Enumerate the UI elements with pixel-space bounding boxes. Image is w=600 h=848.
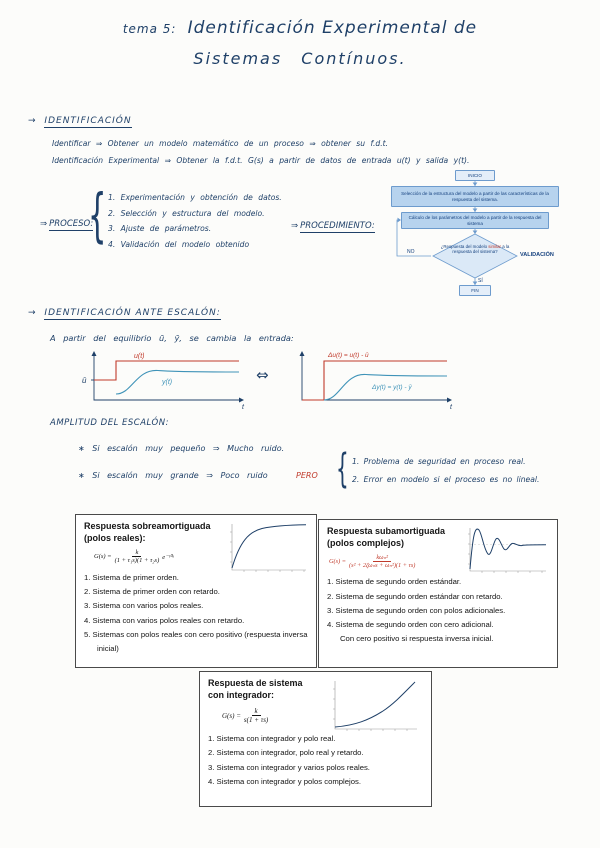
double-arrow-icon: ⇒ bbox=[291, 221, 299, 231]
input-step-curve bbox=[302, 361, 447, 400]
pero-brace: { bbox=[336, 446, 349, 492]
amplitud-bullet1: ∗ Si escalón muy pequeño ⇒ Mucho ruido. bbox=[78, 444, 285, 453]
identificacion-line2: Identificación Experimental ⇒ Obtener la f.d.t. G(s) a partir de datos de entrada u(t) y salida y(t). bbox=[52, 156, 470, 165]
procedimiento-label bbox=[291, 221, 375, 231]
proceso-item: 4. Validación del modelo obtenido bbox=[108, 239, 250, 249]
title-prefix: tema 5: bbox=[122, 22, 177, 36]
formula-numerator: k bbox=[132, 549, 141, 557]
list-item: 1. Sistema con integrador y polo real. bbox=[208, 734, 336, 744]
y-label: y(t) bbox=[162, 379, 173, 386]
formula-lhs: G(s) = bbox=[329, 558, 347, 566]
list-item: 1. Sistema de primer orden. bbox=[84, 572, 179, 582]
du-label: Δu(t) = u(t) - ū bbox=[328, 352, 369, 359]
proceso-label-text: PROCESO: bbox=[49, 219, 94, 229]
formula-lhs: G(s) = bbox=[94, 553, 112, 561]
list-item: 3. Sistema con varios polos reales. bbox=[84, 601, 204, 611]
section-escalon-heading bbox=[28, 308, 221, 318]
flowchart-si-label: SÍ bbox=[478, 278, 483, 284]
heading-text: IDENTIFICACIÓN bbox=[44, 116, 132, 126]
title-main: Identificación Experimental de bbox=[187, 18, 478, 38]
integrator-response-plot bbox=[323, 677, 423, 737]
procedimiento-label-text: PROCEDIMIENTO: bbox=[300, 221, 375, 231]
step-response-plot-absolute bbox=[78, 346, 250, 410]
proceso-item: 1. Experimentación y obtención de datos. bbox=[108, 193, 282, 202]
proceso-item: 2. Selección y estructura del modelo. bbox=[108, 208, 265, 218]
formula-numerator: k bbox=[252, 707, 261, 716]
output-response-curve bbox=[116, 370, 239, 394]
procedimiento-flowchart bbox=[383, 170, 568, 298]
list-note: Con cero positivo si respuesta inversa inicial. bbox=[340, 634, 494, 644]
formula-denominator: (s² + 2ζωₙs + ωₙ²)(1 + τs) bbox=[349, 562, 416, 570]
page-title-line2: Sistemas Contínuos. bbox=[193, 49, 407, 68]
formula-denominator: s(1 + τs) bbox=[243, 716, 269, 725]
arrow-icon: → bbox=[28, 308, 37, 318]
underdamped-response-plot bbox=[460, 524, 552, 579]
step-response-plot-deviation bbox=[286, 346, 458, 410]
amplitud-heading: AMPLITUD DEL ESCALÓN: bbox=[50, 418, 169, 428]
box-title: Respuesta subamortiguada bbox=[327, 526, 446, 536]
formula-lhs: G(s) = bbox=[222, 711, 241, 720]
list-item: 2. Sistema de segundo orden estándar con retardo. bbox=[327, 591, 503, 601]
diamond-text-pre: ¿Respuesta del modelo bbox=[440, 244, 488, 249]
overdamped-system-list bbox=[84, 571, 308, 656]
arrow-icon: → bbox=[28, 116, 37, 126]
ubar-label: ū bbox=[82, 376, 87, 385]
proceso-label bbox=[40, 219, 93, 229]
flowchart-step1: Selección de la estructura del modelo a partir de las características de la respuesta del sistema. bbox=[391, 186, 559, 207]
list-item: 4. Sistema de segundo orden con cero adicional. bbox=[327, 620, 494, 630]
flowchart-diamond-text bbox=[435, 244, 515, 255]
list-item: 2. Sistema con integrador, polo real y retardo. bbox=[208, 748, 364, 758]
page-title bbox=[0, 18, 600, 38]
pero-label: PERO bbox=[296, 471, 318, 480]
underdamped-system-list bbox=[327, 575, 549, 646]
flowchart-validacion-label: VALIDACIÓN bbox=[520, 252, 554, 258]
formula-delay-term: e⁻ᵗ⁰ˢ bbox=[162, 553, 174, 561]
pero-list bbox=[352, 453, 539, 489]
list-item: 2. Sistema de primer orden con retardo. bbox=[84, 587, 220, 597]
heading-text: IDENTIFICACIÓN ANTE ESCALÓN: bbox=[44, 308, 221, 318]
diamond-text-highlight: similar bbox=[488, 244, 501, 249]
t-axis-label: t bbox=[242, 404, 244, 410]
section-identificacion-heading bbox=[28, 116, 132, 126]
flowchart-decision-diamond bbox=[433, 234, 517, 278]
t-axis-label: t bbox=[450, 404, 452, 410]
box-respuesta-sobreamortiguada bbox=[75, 514, 317, 668]
pero-item: 2. Error en modelo si el proceso es no lineal. bbox=[352, 475, 540, 484]
integrator-formula bbox=[222, 707, 333, 724]
proceso-item: 3. Ajuste de parámetros. bbox=[108, 224, 212, 234]
box-title: Respuesta sobreamortiguada bbox=[84, 521, 211, 531]
identificacion-line1: Identificar ⇒ Obtener un modelo matemático de un proceso ⇒ obtener su f.d.t. bbox=[52, 139, 389, 148]
box-subtitle: con integrador: bbox=[208, 689, 275, 700]
list-item: 5. Sistemas con polos reales con cero positivo (respuesta inversa inicial) bbox=[84, 629, 308, 653]
flowchart-no-label: NO bbox=[407, 249, 415, 255]
list-item: 3. Sistema de segundo orden con polos adicionales. bbox=[327, 605, 506, 615]
overdamped-response-plot bbox=[222, 520, 310, 578]
flowchart-step2: Cálculo de los parámetros del modelo a partir de la respuesta del sistema bbox=[401, 212, 549, 229]
list-item: 3. Sistema con integrador y varios polos reales. bbox=[208, 762, 370, 772]
box-title: Respuesta de sistema bbox=[208, 678, 303, 688]
box-respuesta-subamortiguada bbox=[318, 519, 558, 668]
escalon-intro: A partir del equilibrio ū, ȳ, se cambia la entrada: bbox=[50, 333, 294, 343]
formula-numerator: kωₙ² bbox=[373, 554, 391, 562]
list-item: 1. Sistema de segundo orden estándar. bbox=[327, 577, 462, 587]
list-item: 4. Sistema con varios polos reales con retardo. bbox=[84, 615, 245, 625]
list-item: 4. Sistema con integrador y polos complejos. bbox=[208, 776, 361, 786]
amplitud-bullet2: ∗ Si escalón muy grande ⇒ Poco ruido bbox=[78, 471, 268, 480]
flowchart-fin: FIN bbox=[459, 285, 491, 296]
double-arrow-icon: ⇒ bbox=[40, 219, 48, 229]
proceso-brace: { bbox=[88, 181, 107, 249]
box-subtitle: (polos complejos) bbox=[327, 537, 405, 548]
proceso-list bbox=[108, 190, 282, 252]
u-label: u(t) bbox=[134, 353, 145, 360]
formula-denominator: (1 + τ₁s)(1 + τ₂s) bbox=[114, 557, 160, 565]
integrator-system-list bbox=[208, 732, 423, 789]
diamond-text-post: a la respuesta del sistema? bbox=[452, 244, 510, 255]
box-subtitle: (polos reales): bbox=[84, 532, 146, 543]
flowchart-inicio: INICIO bbox=[455, 170, 495, 181]
equivalence-symbol: ⇔ bbox=[256, 366, 269, 384]
pero-item: 1. Problema de seguridad en proceso real. bbox=[352, 457, 526, 466]
dy-label: Δy(t) = y(t) - ȳ bbox=[372, 384, 412, 391]
box-respuesta-integrador bbox=[199, 671, 432, 807]
